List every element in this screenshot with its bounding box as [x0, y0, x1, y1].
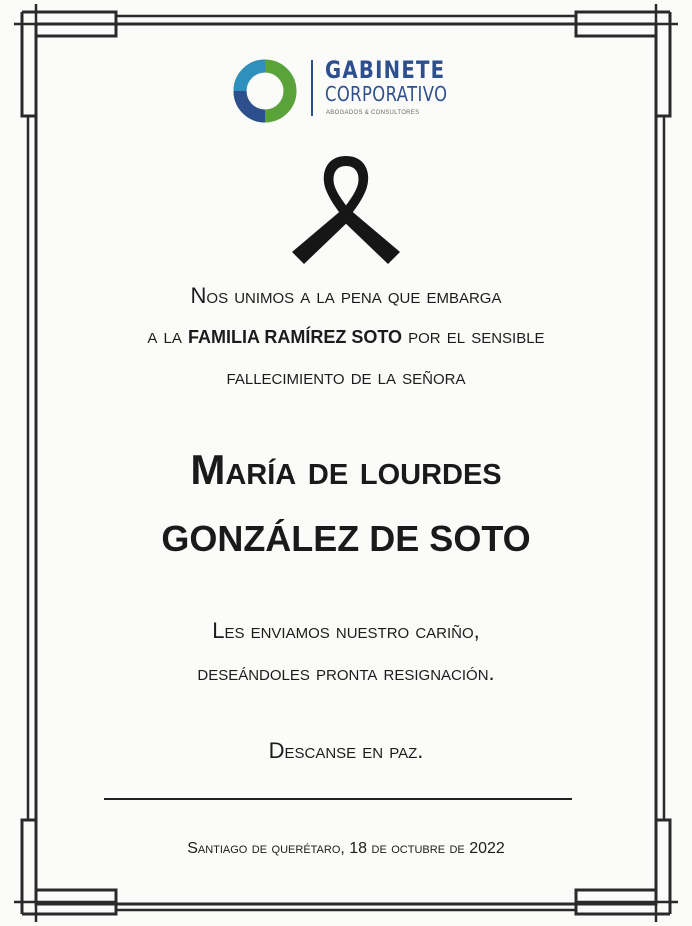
- signature-divider: [104, 798, 572, 800]
- message-line-1: Les enviamos nuestro cariño,: [212, 618, 480, 643]
- logo-divider: [311, 60, 313, 116]
- company-logo: [232, 56, 472, 126]
- family-name: FAMILIA RAMÍREZ SOTO: [188, 327, 402, 347]
- logo-name: GABINETE: [325, 56, 446, 84]
- deceased-name-line-2: GONZÁLEZ DE SOTO: [161, 518, 531, 559]
- farewell-text: Descanse en paz.: [268, 738, 424, 763]
- logo-ring-icon: [232, 58, 298, 124]
- intro-line-2: [0, 323, 692, 349]
- intro-line-2-post: por el sensible: [402, 323, 545, 348]
- place-and-date: Santiago de querétaro, 18 de octubre de 2022: [187, 840, 505, 857]
- intro-line-3: fallecimiento de la señora: [226, 364, 466, 389]
- mourning-ribbon-icon: [290, 150, 402, 266]
- intro-line-2-pre: a la: [147, 323, 188, 348]
- logo-tagline: ABOGADOS & CONSULTORES: [326, 110, 420, 116]
- message-line-2: deseándoles pronta resignación.: [197, 660, 495, 685]
- intro-line-1: Nos unimos a la pena que embarga: [190, 283, 502, 308]
- deceased-name-line-1: María de lourdes: [190, 446, 502, 493]
- logo-subtitle: CORPORATIVO: [325, 82, 448, 106]
